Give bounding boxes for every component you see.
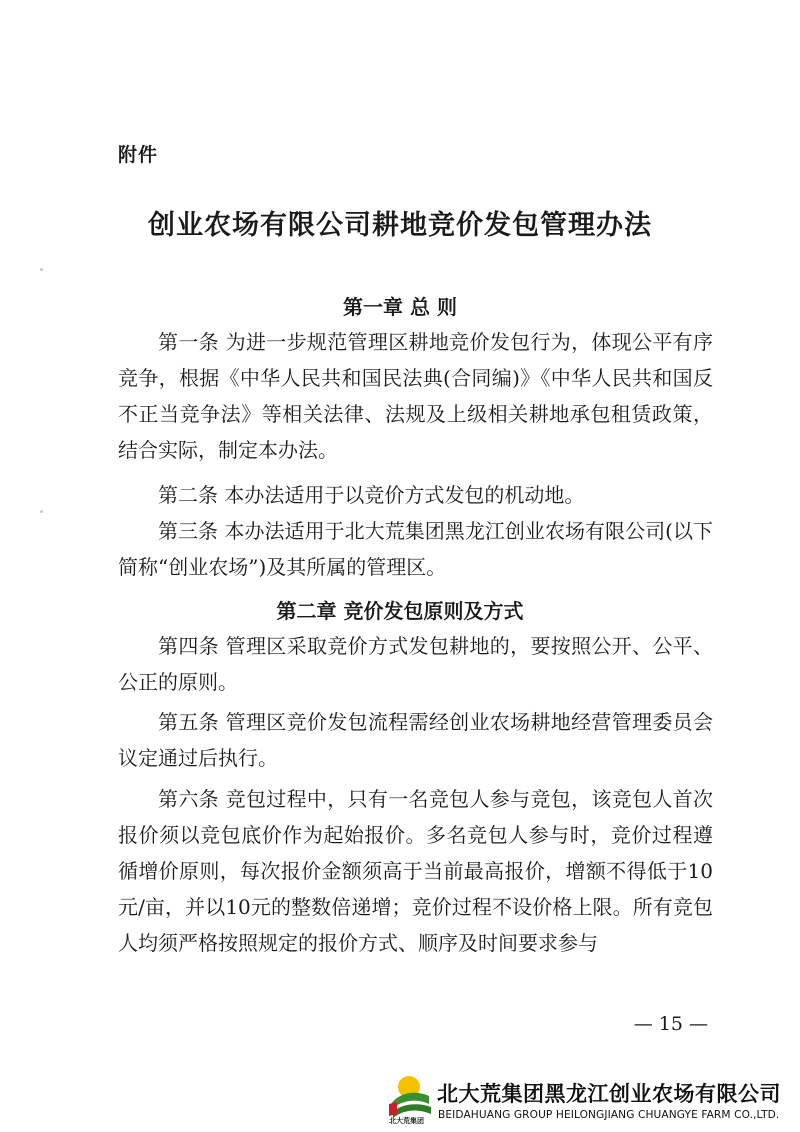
company-name-en: BEIDAHUANG GROUP HEILONGJIANG CHUANGYE FARM CO.,LTD. bbox=[438, 1109, 780, 1121]
article-paragraph: 第四条 管理区采取竞价方式发包耕地的，要按照公开、公平、公正的原则。 bbox=[118, 634, 713, 694]
article-paragraph: 第五条 管理区竞价发包流程需经创业农场耕地经营管理委员会议定通过后执行。 bbox=[118, 710, 713, 770]
logo-caption: 北大荒集团 bbox=[389, 1117, 424, 1125]
page-number: — 15 — bbox=[633, 1013, 708, 1035]
attachment-label: 附件 bbox=[118, 144, 159, 166]
company-name-cn: 北大荒集团黑龙江创业农场有限公司 bbox=[437, 1082, 781, 1106]
article-paragraph: 第一条 为进一步规范管理区耕地竞价发包行为，体现公平有序竞争，根据《中华人民共和国民法典(合同编)》《中华人民共和国反不正当竞争法》等相关法律、法规及上级相关耕地承包租赁政策，结合实际，制定本办法。 bbox=[118, 330, 713, 462]
document-title: 创业农场有限公司耕地竞价发包管理办法 bbox=[148, 210, 652, 241]
article-paragraph: 第二条 本办法适用于以竞价方式发包的机动地。 bbox=[158, 483, 585, 507]
company-footer bbox=[387, 1072, 792, 1128]
scan-speck bbox=[40, 510, 43, 513]
article-paragraph: 第三条 本办法适用于北大荒集团黑龙江创业农场有限公司(以下简称“创业农场”)及其所属的管理区。 bbox=[118, 519, 713, 579]
article-paragraph: 第六条 竞包过程中，只有一名竞包人参与竞包，该竞包人首次报价须以竞包底价作为起始报价。多名竞包人参与时，竞价过程遵循增价原则，每次报价金额须高于当前最高报价，增额不得低于10元/亩，并以10元的整数倍递增；竞价过程不设价格上限。所有竞包人均须严格按照规定的报价方式、顺序及时间要求参与 bbox=[118, 787, 713, 955]
chapter-heading: 第一章 总 则 bbox=[343, 295, 457, 319]
chapter-heading: 第二章 竞价发包原则及方式 bbox=[276, 599, 524, 623]
scan-speck bbox=[40, 268, 43, 271]
